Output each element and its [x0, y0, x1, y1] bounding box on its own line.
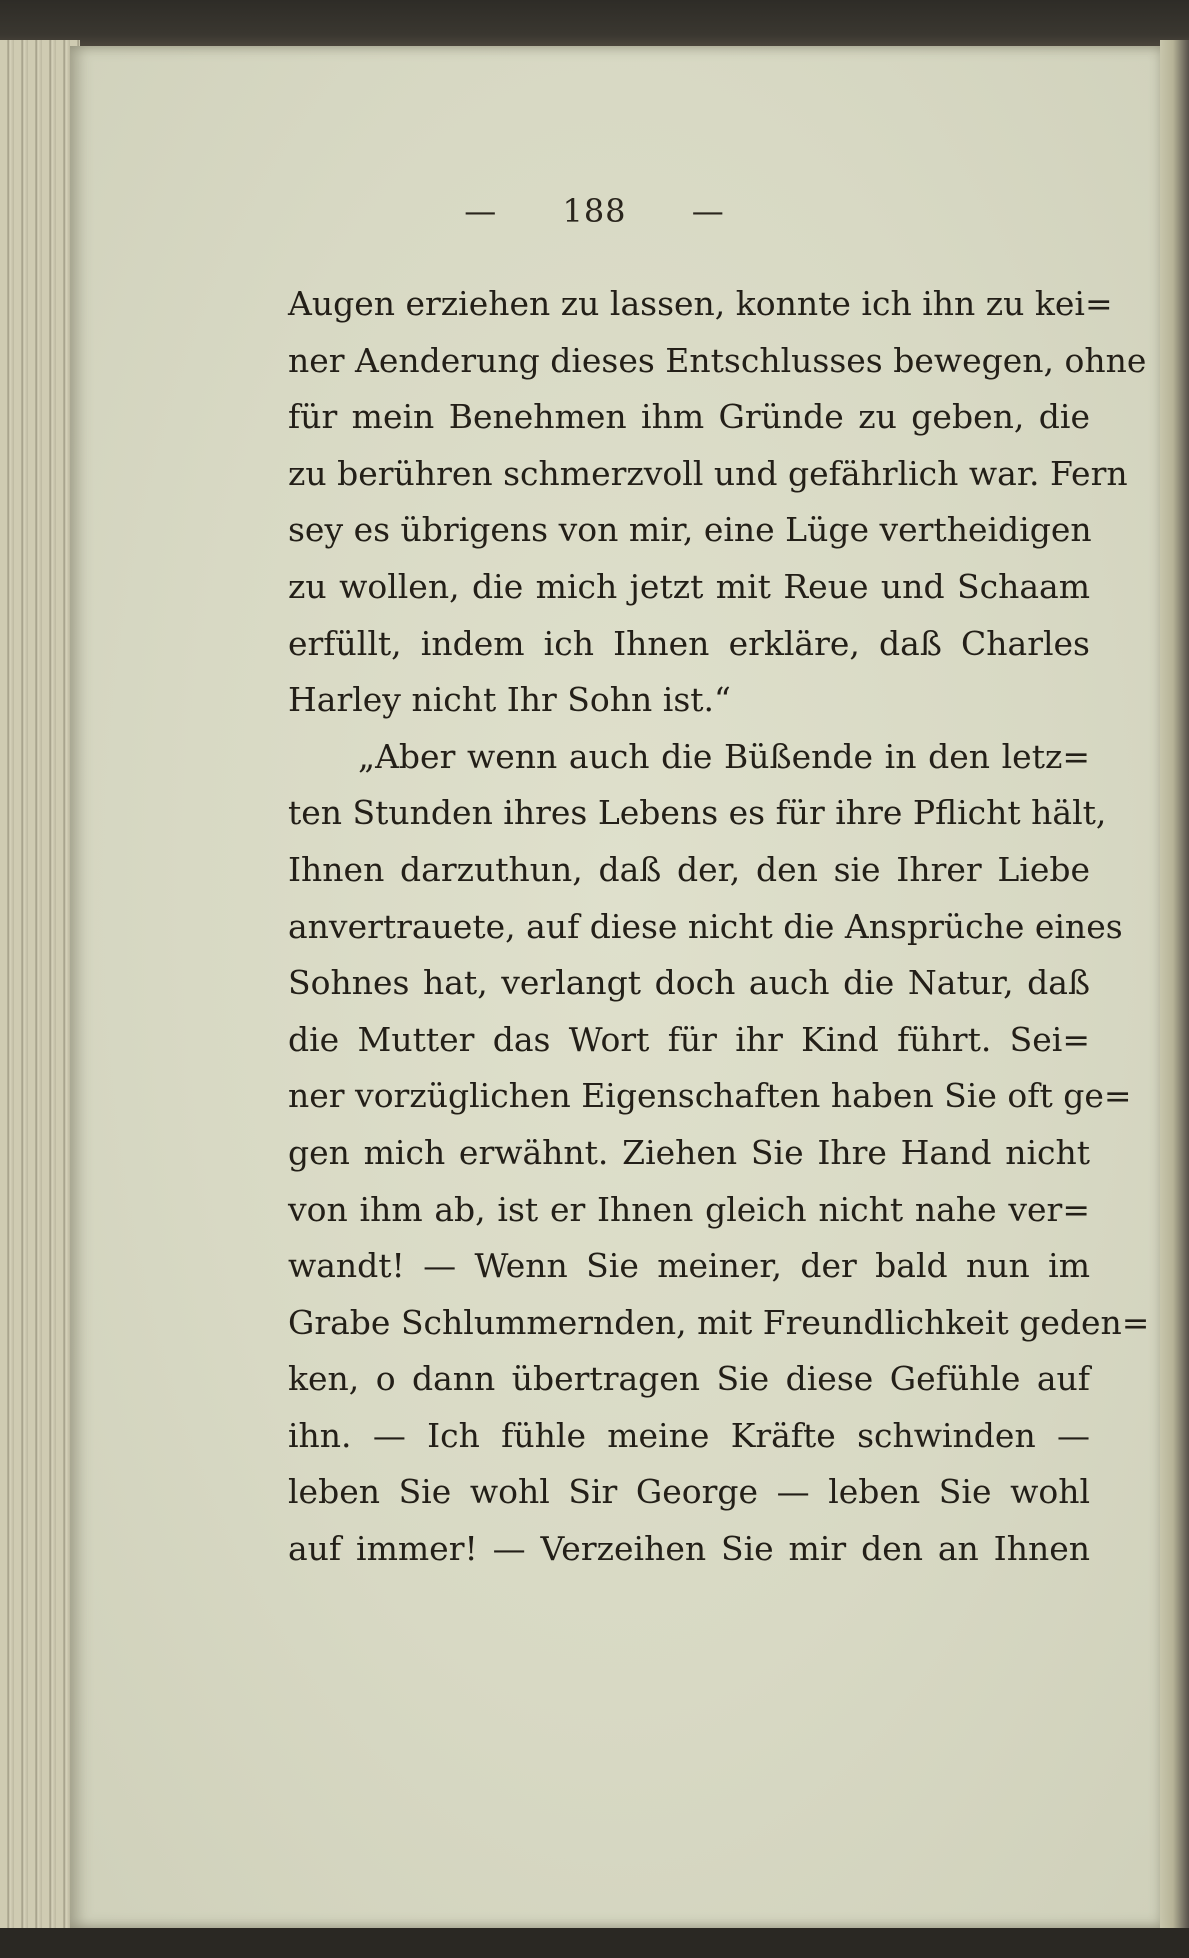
text-line: von ihm ab, ist er Ihnen gleich nicht nahe ver= [288, 1189, 1090, 1229]
text-line: Sohnes hat, verlangt doch auch die Natur, daß [288, 963, 1090, 1003]
text-line: ten Stunden ihres Lebens es für ihre Pflicht hält, [288, 793, 1107, 833]
book-bottom-edge [0, 1928, 1189, 1958]
body-text [288, 276, 1150, 1578]
text-line: zu wollen, die mich jetzt mit Reue und Schaam [288, 566, 1090, 606]
page-right-edge [1160, 40, 1189, 1930]
paragraph-end-line: Harley nicht Ihr Sohn ist.“ [288, 680, 731, 720]
header-dash-right: — [691, 192, 725, 230]
text-line: sey es übrigens von mir, eine Lüge vertheidigen [288, 510, 1092, 550]
text-line: Ihnen darzuthun, daß der, den sie Ihrer Liebe [288, 849, 1090, 889]
text-line: Grabe Schlummernden, mit Freundlichkeit geden= [288, 1302, 1150, 1342]
text-line: erfüllt, indem ich Ihnen erkläre, daß Charles [288, 623, 1090, 663]
page-header [0, 192, 1189, 230]
page-number: 188 [562, 192, 627, 230]
text-line: für mein Benehmen ihm Gründe zu geben, die [288, 397, 1090, 437]
text-line: ner vorzüglichen Eigenschaften haben Sie oft ge= [288, 1076, 1132, 1116]
text-line: wandt! — Wenn Sie meiner, der bald nun im [288, 1246, 1090, 1286]
header-dash-left: — [464, 192, 498, 230]
text-line: anvertrauete, auf diese nicht die Ansprüche eines [288, 906, 1123, 946]
text-line: gen mich erwähnt. Ziehen Sie Ihre Hand nicht [288, 1132, 1090, 1172]
text-line: ner Aenderung dieses Entschlusses bewegen, ohne [288, 340, 1147, 380]
page-stack-edge [0, 40, 80, 1930]
text-line: zu berühren schmerzvoll und gefährlich war. Fern [288, 453, 1128, 493]
book-top-edge [0, 0, 1189, 50]
text-line: die Mutter das Wort für ihr Kind führt. Sei= [288, 1019, 1090, 1059]
text-line: ken, o dann übertragen Sie diese Gefühle auf [288, 1359, 1090, 1399]
text-line: auf immer! — Verzeihen Sie mir den an Ihnen [288, 1529, 1090, 1569]
text-line: Augen erziehen zu lassen, konnte ich ihn zu kei= [288, 284, 1113, 323]
text-line: leben Sie wohl Sir George — leben Sie wohl [288, 1472, 1090, 1512]
text-line: ihn. — Ich fühle meine Kräfte schwinden — [288, 1415, 1090, 1455]
paragraph-start-line: „Aber wenn auch die Büßende in den letz= [358, 736, 1090, 776]
